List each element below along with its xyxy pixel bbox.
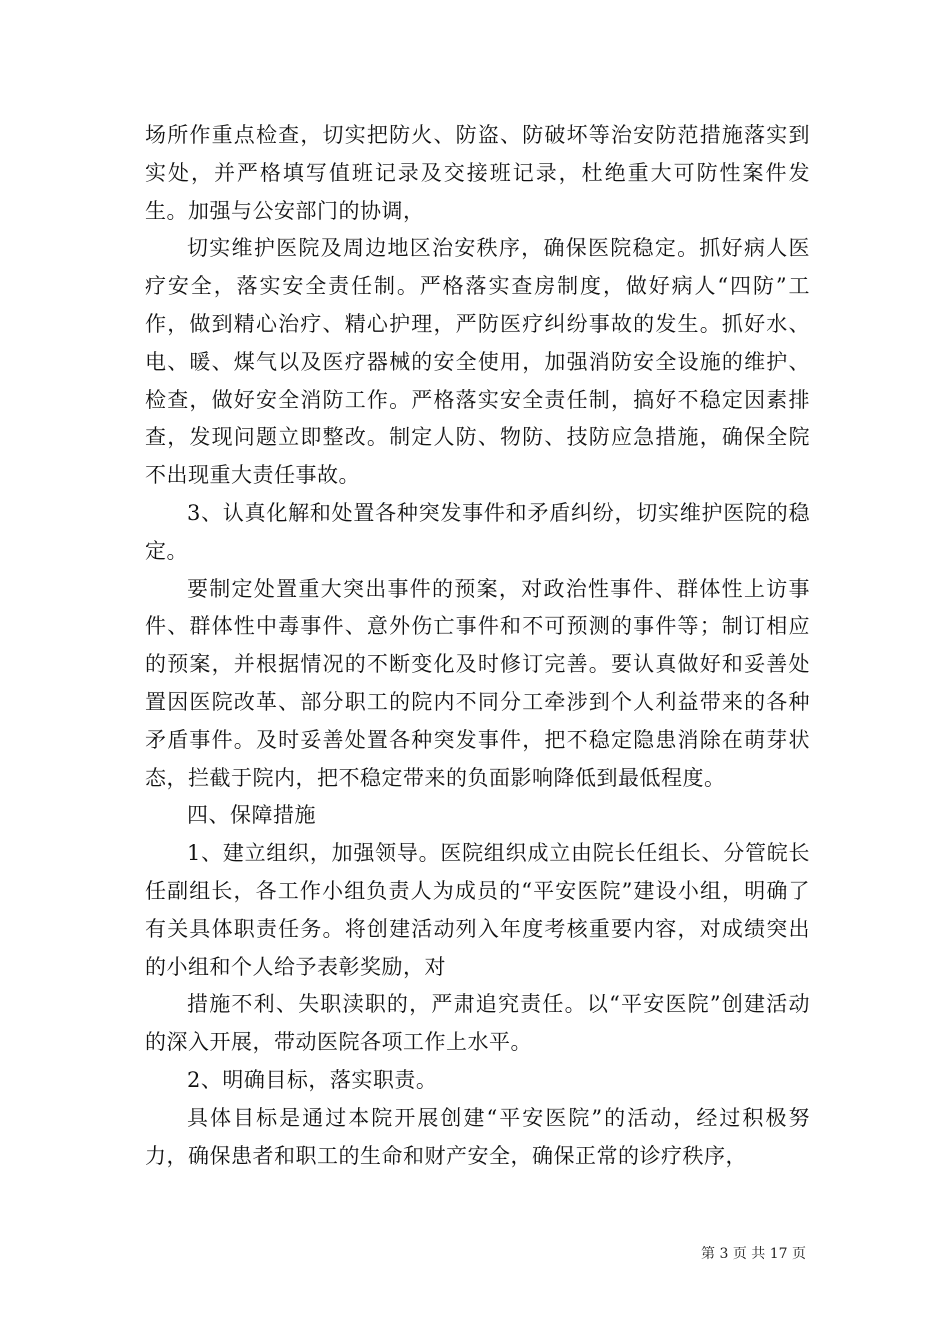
page-number-footer: 第 3 页 共 17 页 [701,1246,806,1262]
paragraph-1: 场所作重点检查，切实把防火、防盗、防破坏等治安防范措施落实到实处，并严格填写值班记录及交接班记录，杜绝重大可防性案件发生。加强与公安部门的协调， [145,123,810,223]
paragraph-3: 3、认真化解和处置各种突发事件和矛盾纠纷，切实维护医院的稳定。 [145,500,810,563]
paragraph-5: 1、建立组织，加强领导。医院组织成立由院长任组长、分管皖长任副组长，各工作小组负责人为成员的“平安医院”建设小组，明确了有关具体职责任务。将创建活动列入年度考核重要内容，对成绩突出的小组和个人给予表彰奖励，对 [145,841,810,979]
document-body [145,117,810,1175]
paragraph-8: 具体目标是通过本院开展创建“平安医院”的活动，经过积极努力，确保患者和职工的生命和财产安全，确保正常的诊疗秩序， [145,1105,810,1168]
section-heading: 四、保障措施 [187,803,316,828]
paragraph-4: 要制定处置重大突出事件的预案，对政治性事件、群体性上访事件、群体性中毒事件、意外伤亡事件和不可预测的事件等；制订相应的预案，并根据情况的不断变化及时修订完善。要认真做好和妥善处置因医院改革、部分职工的院内不同分工牵涉到个人利益带来的各种矛盾事件。及时妥善处置各种突发事件，把不稳定隐患消除在萌芽状态，拦截于院内，把不稳定带来的负面影响降低到最低程度。 [145,576,810,790]
paragraph-6: 措施不利、失职渎职的，严肃追究责任。以“平安医院”创建活动的深入开展，带动医院各项工作上水平。 [145,992,810,1055]
paragraph-7: 2、明确目标，落实职责。 [187,1067,438,1092]
paragraph-2: 切实维护医院及周边地区治安秩序，确保医院稳定。抓好病人医疗安全，落实安全责任制。严格落实查房制度，做好病人“四防”工作，做到精心治疗、精心护理，严防医疗纠纷事故的发生。抓好水、电、暖、煤气以及医疗器械的安全使用，加强消防安全设施的维护、检查，做好安全消防工作。严格落实安全责任制，搞好不稳定因素排查，发现问题立即整改。制定人防、物防、技防应急措施，确保全院不出现重大责任事故。 [145,236,810,488]
